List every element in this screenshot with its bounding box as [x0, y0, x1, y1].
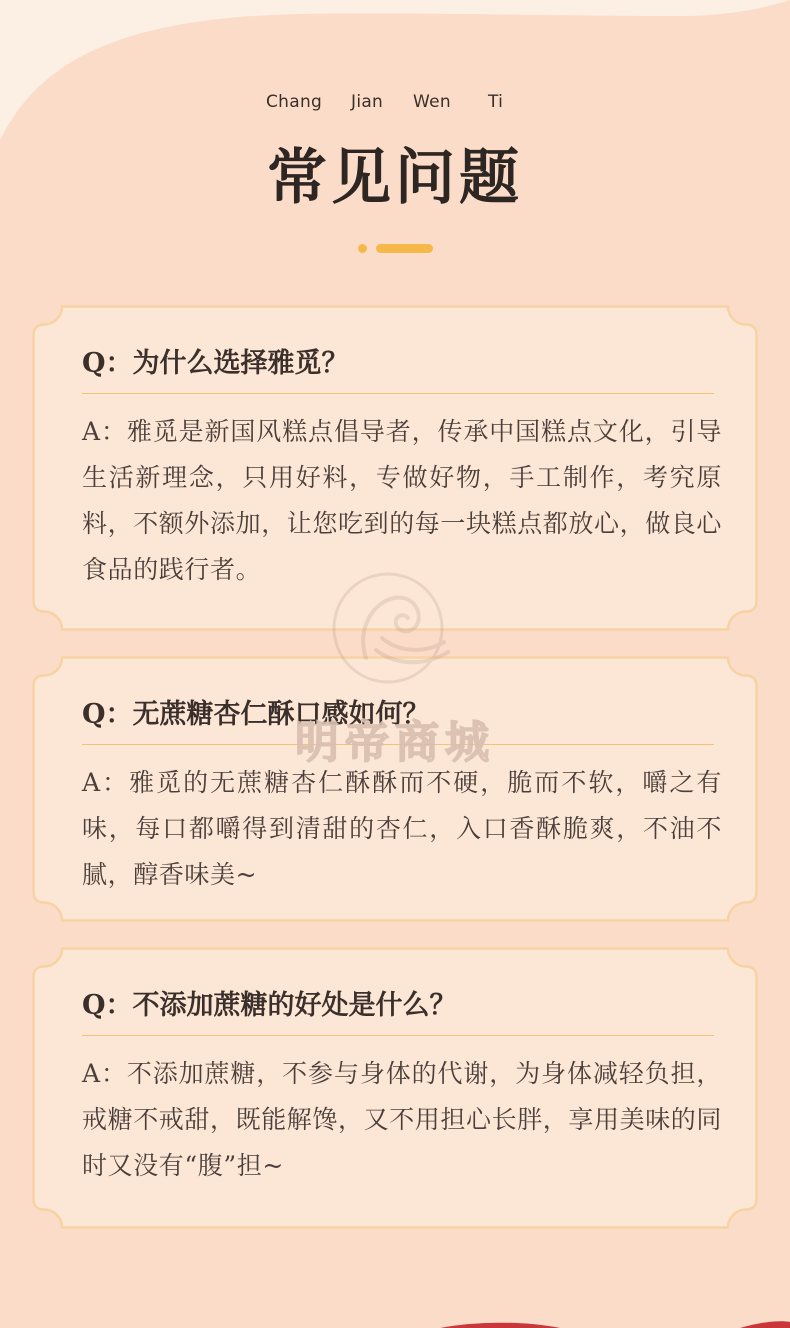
title-underline-bar	[376, 244, 433, 253]
faq-answer: A：雅觅是新国风糕点倡导者，传承中国糕点文化，引导生活新理念，只用好料，专做好物，手工制作，考究原料，不额外添加，让您吃到的每一块糕点都放心，做良心食品的践行者。	[82, 417, 723, 584]
faq-header	[0, 0, 790, 270]
faq-card-2	[32, 656, 758, 922]
faq-answer: A：雅觅的无蔗糖杏仁酥酥而不硬，脆而不软，嚼之有味，每口都嚼得到清甜的杏仁，入口香酥脆爽，不油不腻，醇香味美~	[82, 768, 722, 889]
faq-card-3	[32, 947, 758, 1229]
faq-divider	[82, 393, 714, 394]
phoenix-emblem-icon	[326, 568, 458, 688]
pinyin-wen: Wen	[413, 92, 451, 112]
title-underline-dot	[358, 244, 367, 253]
bottom-strip-decoration	[0, 1318, 790, 1328]
page-title: 常见问题	[267, 143, 523, 213]
pinyin-row	[0, 92, 790, 116]
pinyin-jian: Jian	[351, 92, 384, 112]
pinyin-chang: Chang	[266, 92, 323, 112]
faq-question: Q：为什么选择雅觅？	[82, 348, 349, 379]
faq-divider	[82, 1035, 714, 1036]
faq-question: Q：无蔗糖杏仁酥口感如何？	[82, 699, 430, 730]
watermark-text: 明帝商城	[295, 717, 495, 768]
faq-answer: A：不添加蔗糖，不参与身体的代谢，为身体减轻负担，戒糖不戒甜，既能解馋，又不用担心长胖，享用美味的同时又没有“腹”担~	[82, 1059, 723, 1180]
pinyin-ti: Ti	[488, 92, 504, 112]
faq-question: Q：不添加蔗糖的好处是什么？	[82, 990, 457, 1021]
